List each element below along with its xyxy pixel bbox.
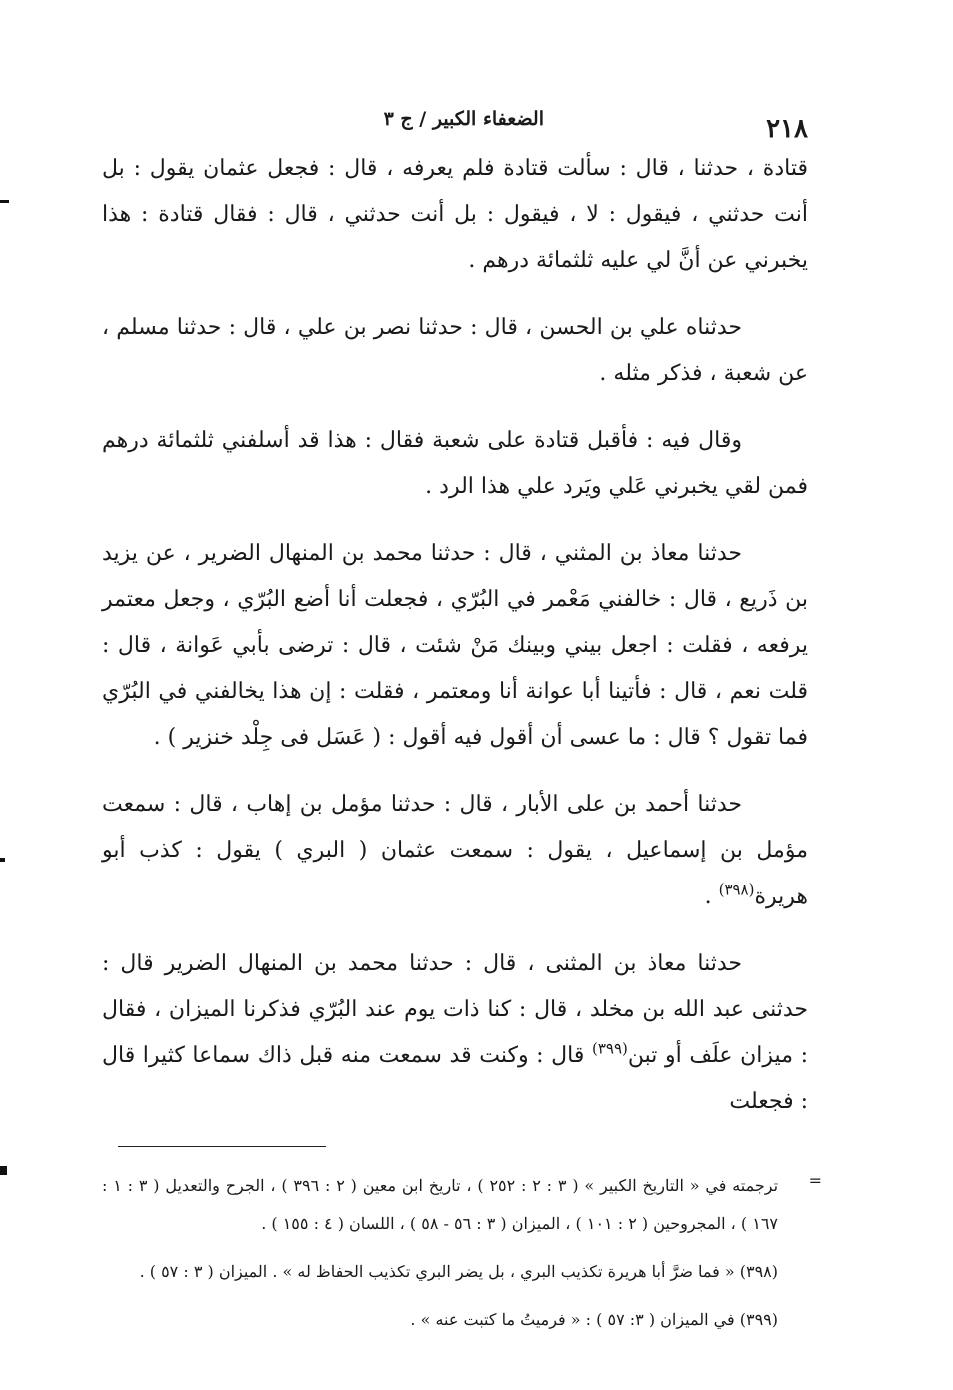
paragraph-4: حدثنا معاذ بن المثني ، قال : حدثنا محمد بن المنهال الضرير ، عن يزيد بن ذَريع ، قال : خالفني مَعْمر في البُرّي ، فجعلت أنا أضع البُرّي ، وجعل معتمر يرفعه ، فقلت : اجعل بيني وبينك مَنْ شئت ، قال : ترضى بأبي عَوانة ، قال : قلت نعم ، قال : فأتينا أبا عوانة أنا ومعتمر ، فقلت : إن هذا يخالفني في البُرّي فما تقول ؟ قال : ما عسى أن أقول فيه أقول : ( عَسَل فى جِلْد خنزير ) . (102, 541, 808, 750)
paragraph-2: حدثناه علي بن الحسن ، قال : حدثنا نصر بن علي ، قال : حدثنا مسلم ، عن شعبة ، فذكر مثله . (102, 315, 808, 386)
scan-edge-mark-middle (0, 858, 5, 862)
main-text (102, 146, 808, 1125)
running-head (102, 100, 808, 146)
paragraph-6 (102, 941, 808, 1125)
note-ref-398: (٣٩٨) (718, 880, 755, 899)
scan-edge-mark-bottom (0, 1166, 7, 1175)
footnote-separator (118, 1146, 326, 1147)
paragraph-6-text: حدثنا معاذ بن المثنى ، قال : حدثنا محمد بن المنهال الضرير قال : حدثنى عبد الله بن مخلد ، قال : كنا ذات يوم عند البُرّي فذكرنا الميزان ، فقال : ميزان علَف أو تبن (102, 951, 808, 1068)
paragraph-6-join (584, 1043, 592, 1068)
note-ref-399: (٣٩٩) (592, 1039, 628, 1058)
footnote-399: (٣٩٩) في الميزان ( ٣: ٥٧ ) : « فرميتُ ما كتبت عنه » . (410, 1310, 778, 1329)
paragraph-1: قتادة ، حدثنا ، قال : سألت قتادة فلم يعرفه ، قال : فجعل عثمان يقول : بل أنت حدثني ، فيقول : لا ، فيقول : بل أنت حدثني ، قال : فقال قتادة : هذا يخبرني عن أنَّ لي عليه ثلثمائة درهم . (102, 156, 808, 273)
footnote-continuation: ترجمته في « التاريخ الكبير » ( ٣ : ٢ : ٢٥٢ ) ، تاريخ ابن معين ( ٢ : ٣٩٦ ) ، الجرح والتعديل ( ٣ : ١ : ١٦٧ ) ، المجروحين ( ٢ : ١٠١ ) ، الميزان ( ٣ : ٥٦ - ٥٨ ) ، اللسان ( ٤ : ١٥٥ ) . (102, 1176, 779, 1233)
footnotes (102, 1167, 822, 1339)
book-title: الضعفاء الكبير / ج ٣ (383, 108, 544, 130)
paragraph-5 (102, 782, 808, 920)
scan-edge-mark-top (0, 200, 9, 203)
paragraph-3: وقال فيه : فأقبل قتادة على شعبة فقال : هذا قد أسلفني ثلثمائة درهم فمن لقي يخبرني عَلي ويَرد علي هذا الرد . (102, 428, 808, 499)
footnote-continuation-mark: = (808, 1171, 822, 1190)
page-number: ٢١٨ (766, 114, 808, 144)
footnote-398: (٣٩٨) « فما ضرَّ أبا هريرة تكذيب البري ، بل يضر البري تكذيب الحفاظ له » . الميزان ( ٣ : ٥٧ ) . (139, 1262, 778, 1281)
paragraph-5-tail: . (704, 884, 719, 909)
paragraph-5-text: حدثنا أحمد بن على الأبار ، قال : حدثنا مؤمل بن إهاب ، قال : سمعت مؤمل بن إسماعيل ، يقول : سمعت عثمان ( البري ) يقول : كذب أبو هريرة (102, 792, 808, 909)
book-page (102, 100, 822, 1349)
paragraph-6-end: قال : وكنت قد سمعت منه قبل ذاك سماعا كثيرا قال : فجعلت (102, 1043, 808, 1114)
